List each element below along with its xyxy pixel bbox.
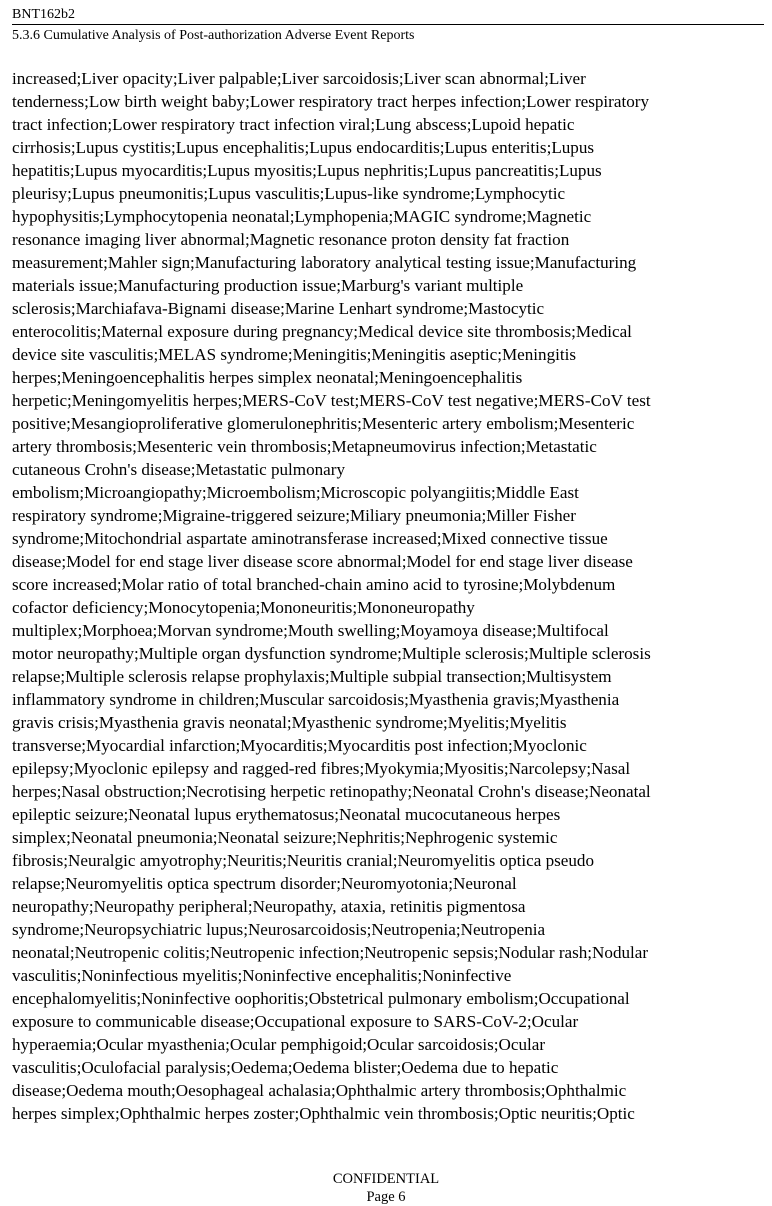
body-line: respiratory syndrome;Migraine-triggered seizure;Miliary pneumonia;Miller Fisher [12,506,576,525]
body-line: tract infection;Lower respiratory tract infection viral;Lung abscess;Lupoid hepatic [12,115,575,134]
body-line: increased;Liver opacity;Liver palpable;Liver sarcoidosis;Liver scan abnormal;Liver [12,69,586,88]
body-line: transverse;Myocardial infarction;Myocarditis;Myocarditis post infection;Myoclonic [12,736,587,755]
body-line: disease;Oedema mouth;Oesophageal achalasia;Ophthalmic artery thrombosis;Ophthalmic [12,1081,627,1100]
confidential-label: CONFIDENTIAL [332,1171,440,1187]
body-line: tenderness;Low birth weight baby;Lower respiratory tract herpes infection;Lower respiratory [12,92,649,111]
section-title: 5.3.6 Cumulative Analysis of Post-authorization Adverse Event Reports [12,28,415,43]
body-line: device site vasculitis;MELAS syndrome;Meningitis;Meningitis aseptic;Meningitis [12,345,577,364]
body-line: relapse;Neuromyelitis optica spectrum disorder;Neuromyotonia;Neuronal [12,874,517,893]
page-footer [0,1170,772,1206]
body-line: hypophysitis;Lymphocytopenia neonatal;Lymphopenia;MAGIC syndrome;Magnetic [12,207,592,226]
page-header [12,6,764,45]
body-line: relapse;Multiple sclerosis relapse prophylaxis;Multiple subpial transection;Multisystem [12,667,612,686]
body-line: syndrome;Neuropsychiatric lupus;Neurosarcoidosis;Neutropenia;Neutropenia [12,920,546,939]
body-line: resonance imaging liver abnormal;Magnetic resonance proton density fat fraction [12,230,570,249]
body-line: herpetic;Meningomyelitis herpes;MERS-CoV test;MERS-CoV test negative;MERS-CoV test [12,391,651,410]
body-line: epilepsy;Myoclonic epilepsy and ragged-red fibres;Myokymia;Myositis;Narcolepsy;Nasal [12,759,631,778]
header-rule [12,24,764,25]
body-line: exposure to communicable disease;Occupational exposure to SARS-CoV-2;Ocular [12,1012,579,1031]
body-line: encephalomyelitis;Noninfective oophoritis;Obstetrical pulmonary embolism;Occupational [12,989,630,1008]
body-line: vasculitis;Oculofacial paralysis;Oedema;Oedema blister;Oedema due to hepatic [12,1058,559,1077]
body-line: fibrosis;Neuralgic amyotrophy;Neuritis;Neuritis cranial;Neuromyelitis optica pseudo [12,851,594,870]
body-line: neuropathy;Neuropathy peripheral;Neuropathy, ataxia, retinitis pigmentosa [12,897,526,916]
body-line: herpes;Meningoencephalitis herpes simplex neonatal;Meningoencephalitis [12,368,523,387]
body-line: positive;Mesangioproliferative glomerulonephritis;Mesenteric artery embolism;Mesenteric [12,414,635,433]
body-line: score increased;Molar ratio of total branched-chain amino acid to tyrosine;Molybdenum [12,575,616,594]
body-line: gravis crisis;Myasthenia gravis neonatal;Myasthenic syndrome;Myelitis;Myelitis [12,713,567,732]
body-line: disease;Model for end stage liver disease score abnormal;Model for end stage liver disease [12,552,633,571]
body-line: multiplex;Morphoea;Morvan syndrome;Mouth swelling;Moyamoya disease;Multifocal [12,621,609,640]
body-line: neonatal;Neutropenic colitis;Neutropenic infection;Neutropenic sepsis;Nodular rash;Nodular [12,943,649,962]
body-line: embolism;Microangiopathy;Microembolism;Microscopic polyangiitis;Middle East [12,483,579,502]
body-line: herpes simplex;Ophthalmic herpes zoster;Ophthalmic vein thrombosis;Optic neuritis;Optic [12,1104,635,1123]
body-line: materials issue;Manufacturing production issue;Marburg's variant multiple [12,276,524,295]
body-line: motor neuropathy;Multiple organ dysfunction syndrome;Multiple sclerosis;Multiple sclerosis [12,644,651,663]
body-line: hepatitis;Lupus myocarditis;Lupus myositis;Lupus nephritis;Lupus pancreatitis;Lupus [12,161,602,180]
body-line: cirrhosis;Lupus cystitis;Lupus encephalitis;Lupus endocarditis;Lupus enteritis;Lupus [12,138,595,157]
body-line: cutaneous Crohn's disease;Metastatic pulmonary [12,460,346,479]
body-paragraph [12,67,764,1125]
body-line: vasculitis;Noninfectious myelitis;Noninfective encephalitis;Noninfective [12,966,512,985]
body-line: epileptic seizure;Neonatal lupus erythematosus;Neonatal mucocutaneous herpes [12,805,561,824]
body-line: hyperaemia;Ocular myasthenia;Ocular pemphigoid;Ocular sarcoidosis;Ocular [12,1035,546,1054]
body-line: sclerosis;Marchiafava-Bignami disease;Marine Lenhart syndrome;Mastocytic [12,299,545,318]
body-line: cofactor deficiency;Monocytopenia;Mononeuritis;Mononeuropathy [12,598,475,617]
body-line: enterocolitis;Maternal exposure during pregnancy;Medical device site thrombosis;Medical [12,322,632,341]
body-line: herpes;Nasal obstruction;Necrotising herpetic retinopathy;Neonatal Crohn's disease;Neonatal [12,782,651,801]
page-number: Page 6 [366,1189,406,1205]
body-line: syndrome;Mitochondrial aspartate aminotransferase increased;Mixed connective tissue [12,529,608,548]
body-line: simplex;Neonatal pneumonia;Neonatal seizure;Nephritis;Nephrogenic systemic [12,828,558,847]
document-id: BNT162b2 [12,7,75,22]
body-line: inflammatory syndrome in children;Muscular sarcoidosis;Myasthenia gravis;Myasthenia [12,690,620,709]
body-line: measurement;Mahler sign;Manufacturing laboratory analytical testing issue;Manufacturing [12,253,637,272]
body-line: pleurisy;Lupus pneumonitis;Lupus vasculitis;Lupus-like syndrome;Lymphocytic [12,184,566,203]
body-line: artery thrombosis;Mesenteric vein thrombosis;Metapneumovirus infection;Metastatic [12,437,597,456]
